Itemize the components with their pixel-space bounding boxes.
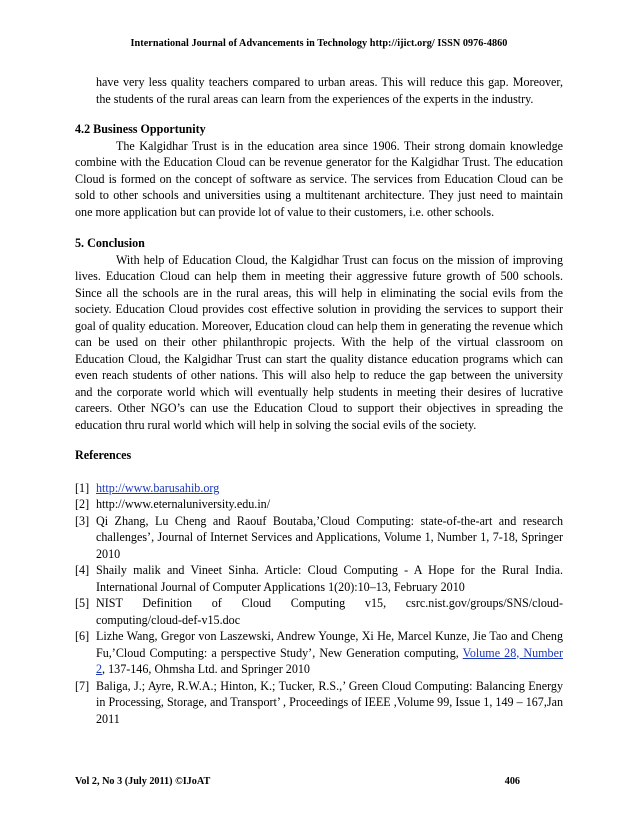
reference-item-4: [75, 562, 563, 595]
page-footer: [75, 776, 520, 787]
reference-item-1: [75, 480, 563, 497]
reference-link-barusahib[interactable]: http://www.barusahib.org: [96, 480, 220, 495]
reference-item-3: [75, 513, 563, 563]
reference-item-6: [75, 628, 563, 678]
reference-text: Shaily malik and Vineet Sinha. Article: Cloud Computing - A Hope for the Rural India. International Journal of Computer Applications 1(20):10–13, February 2010: [96, 563, 563, 594]
section-heading-conclusion: 5. Conclusion: [75, 236, 145, 250]
reference-number: [5]: [75, 596, 90, 610]
page-content: [75, 74, 563, 727]
intro-paragraph: have very less quality teachers compared to urban areas. This will reduce this gap. Moreover, the students of the rural areas can learn from the experiences of the experts in the industry.: [96, 75, 563, 106]
reference-item-5: [75, 595, 563, 628]
reference-number: [6]: [75, 629, 90, 643]
conclusion-paragraph: With help of Education Cloud, the Kalgidhar Trust can focus on the mission of improving lives. Education Cloud can help them in meeting their aggressive future growth of 500 schools. Since all the schools are in the rural areas, this will help in eliminating the social evils from the society. Education Cloud provides cost effective solution in providing the services to support their goal of quality education. Moreover, Education cloud can help them in generating the revenue which can be used on their other philanthropic projects. With the help of the virtual classroom on Education Cloud, the Kalgidhar Trust can start the quality distance education programs which can even reach students of other nations. This will also help to reduce the gap between the university and the corporate world which will eventually help students in meeting their desires of lucrative careers. Other NGO’s can use the Education Cloud to support their objectives in spreading the education thru rural world which will help in solving the social evils of the society.: [75, 252, 563, 432]
reference-link-volume[interactable]: Volume 28, Number 2: [96, 645, 563, 676]
reference-text: computing/cloud-def-v15.doc: [96, 612, 241, 627]
reference-text: Qi Zhang, Lu Cheng and Raouf Boutaba,’Cloud Computing: state-of-the-art and research challenges’, Journal of Internet Services and Applications, Volume 1, Number 1, 7-18, Springer 2010: [96, 513, 563, 561]
business-opportunity-paragraph: The Kalgidhar Trust is in the education area since 1906. Their strong domain knowledge combine with the Education Cloud can be revenue generator for the Kalgidhar Trust. The education Cloud is formed on the concept of software as service. The services from Education Cloud can be sold to other schools and universities using a multitenant architecture. They just need to maintain one more application but can provide lot of value to their customers, i.e. other schools.: [75, 138, 563, 219]
reference-text: , 137-146, Ohmsha Ltd. and Springer 2010: [102, 662, 310, 676]
footer-volume-info: Vol 2, No 3 (July 2011) ©IJoAT: [75, 776, 211, 787]
reference-number: [1]: [75, 480, 90, 495]
reference-text: Lizhe Wang, Gregor von Laszewski, Andrew Younge, Xi He, Marcel Kunze, Jie Tao and Cheng Fu,’Cloud Computing: a perspective Study’, New Generation computing,: [96, 629, 563, 660]
section-heading-business-opportunity: 4.2 Business Opportunity: [75, 122, 206, 136]
journal-header: International Journal of Advancements in Technology http://ijict.org/ ISSN 0976-4860: [130, 38, 508, 49]
reference-number: [4]: [75, 563, 90, 577]
reference-text: Baliga, J.; Ayre, R.W.A.; Hinton, K.; Tucker, R.S.,’ Green Cloud Computing: Balancing Energy in Processing, Storage, and Transport’ , Proceedings of IEEE ,Volume 99, Issue 1, 149 – 167,Jan 2011: [96, 678, 563, 726]
reference-text: NIST Definition of Cloud Computing v15, csrc.nist.gov/groups/SNS/cloud-: [96, 596, 563, 610]
reference-text: http://www.eternaluniversity.edu.in/: [96, 497, 271, 511]
references-heading: References: [75, 448, 132, 462]
reference-number: [3]: [75, 513, 90, 528]
reference-number: [2]: [75, 497, 90, 511]
reference-number: [7]: [75, 678, 90, 693]
reference-item-7: [75, 678, 563, 728]
reference-item-2: [75, 496, 563, 513]
page-number: 406: [504, 776, 520, 787]
reference-list: [75, 480, 563, 728]
